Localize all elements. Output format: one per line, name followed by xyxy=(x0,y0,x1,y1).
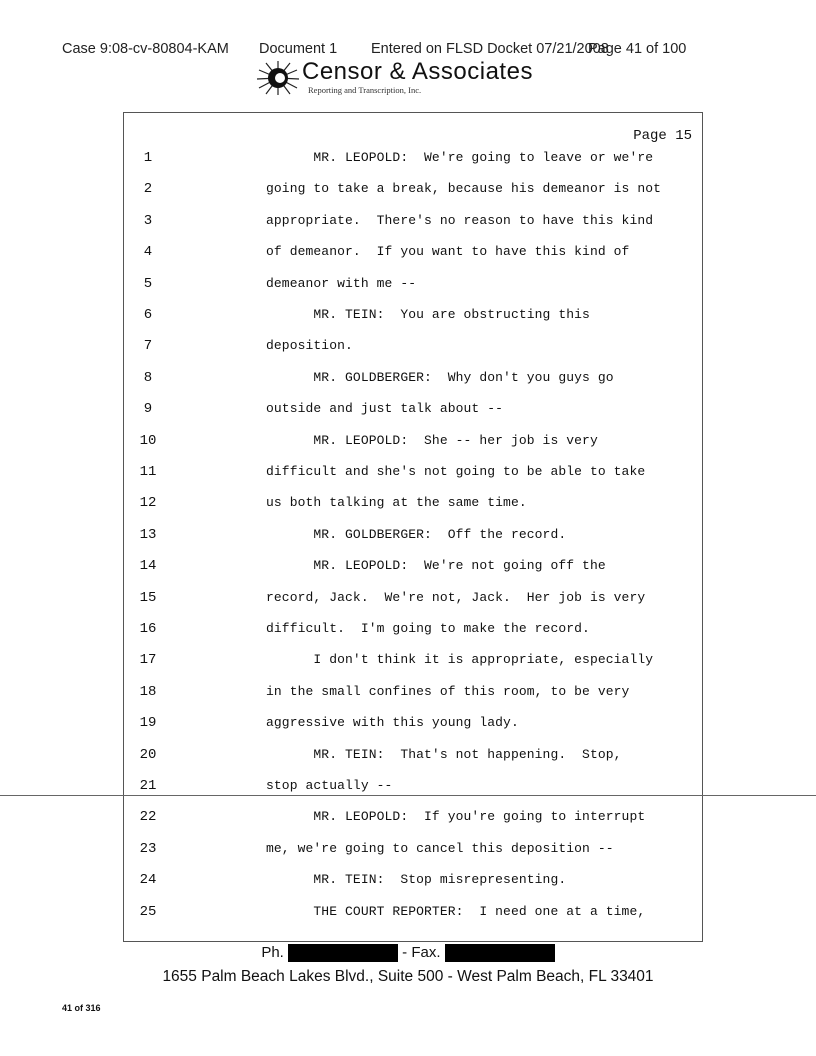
line-number: 2 xyxy=(143,181,153,198)
transcript-line xyxy=(124,433,704,461)
transcript-line xyxy=(124,244,704,272)
entered-date: Entered on FLSD Docket 07/21/2008 xyxy=(371,41,609,57)
transcript-line xyxy=(124,150,704,178)
line-number: 12 xyxy=(139,495,157,512)
line-number: 10 xyxy=(139,432,157,449)
company-name: Censor & Associates xyxy=(302,58,533,85)
transcript-line xyxy=(124,527,704,555)
redacted-fax xyxy=(445,944,555,962)
line-text: us both talking at the same time. xyxy=(266,495,527,511)
transcript-line xyxy=(124,809,704,837)
transcript-line xyxy=(124,370,704,398)
line-number: 5 xyxy=(143,275,153,292)
line-number: 21 xyxy=(139,778,157,794)
line-text: in the small confines of this room, to be very xyxy=(266,683,630,699)
company-logo xyxy=(256,58,556,98)
line-number: 6 xyxy=(143,307,153,323)
line-number: 23 xyxy=(139,840,157,857)
line-number: 13 xyxy=(139,526,157,543)
line-text: MR. TEIN: That's not happening. Stop, xyxy=(266,746,622,762)
line-number: 19 xyxy=(139,715,157,732)
transcript-line xyxy=(124,401,704,429)
line-text: MR. LEOPOLD: We're going to leave or we're xyxy=(266,150,654,165)
line-number: 18 xyxy=(139,683,157,700)
divider-line xyxy=(0,795,816,796)
line-number: 16 xyxy=(139,621,157,637)
transcript-line xyxy=(124,181,704,209)
line-text: deposition. xyxy=(266,338,353,354)
case-number: Case 9:08-cv-80804-KAM xyxy=(62,41,229,57)
fax-label: - Fax. xyxy=(402,944,441,961)
line-number: 22 xyxy=(139,809,157,826)
line-text: difficult. I'm going to make the record. xyxy=(266,621,590,636)
line-number: 24 xyxy=(139,872,157,889)
line-text: me, we're going to cancel this deposition -- xyxy=(266,840,614,856)
line-text: of demeanor. If you want to have this kind of xyxy=(266,244,630,260)
phone-label: Ph. xyxy=(261,944,284,961)
transcript-page xyxy=(123,112,703,942)
transcript-line xyxy=(124,778,704,806)
transcript-line xyxy=(124,558,704,586)
line-text: MR. TEIN: Stop misrepresenting. xyxy=(266,872,567,888)
line-number: 3 xyxy=(143,212,153,229)
line-text: I don't think it is appropriate, especially xyxy=(266,652,654,668)
line-number: 17 xyxy=(139,652,157,669)
transcript-line xyxy=(124,715,704,743)
transcript-line xyxy=(124,307,704,335)
address: 1655 Palm Beach Lakes Blvd., Suite 500 - West Palm Beach, FL 33401 xyxy=(162,968,654,985)
line-text: MR. GOLDBERGER: Why don't you guys go xyxy=(266,369,614,385)
transcript-line xyxy=(124,747,704,775)
line-text: THE COURT REPORTER: I need one at a time, xyxy=(266,903,646,919)
transcript-line xyxy=(124,590,704,618)
transcript-line xyxy=(124,841,704,869)
redacted-phone xyxy=(288,944,398,962)
line-text: MR. LEOPOLD: If you're going to interrupt xyxy=(266,809,646,825)
transcript-line xyxy=(124,621,704,649)
line-number: 7 xyxy=(143,338,153,355)
line-number: 15 xyxy=(139,589,157,606)
line-text: MR. LEOPOLD: She -- her job is very xyxy=(266,432,598,448)
line-text: MR. LEOPOLD: We're not going off the xyxy=(266,558,606,574)
line-text: MR. TEIN: You are obstructing this xyxy=(266,307,590,322)
transcript-line xyxy=(124,495,704,523)
transcript-line xyxy=(124,338,704,366)
line-number: 9 xyxy=(143,401,153,418)
transcript-line xyxy=(124,464,704,492)
transcript-line xyxy=(124,904,704,932)
line-number: 20 xyxy=(139,746,157,763)
line-text: outside and just talk about -- xyxy=(266,401,504,417)
line-number: 11 xyxy=(139,464,157,480)
company-tagline: Reporting and Transcription, Inc. xyxy=(308,85,422,95)
transcript-line xyxy=(124,276,704,304)
line-number: 8 xyxy=(143,369,153,386)
line-text: going to take a break, because his demeanor is not xyxy=(266,181,662,197)
line-number: 4 xyxy=(143,244,153,261)
line-text: MR. GOLDBERGER: Off the record. xyxy=(266,526,567,542)
transcript-line xyxy=(124,684,704,712)
transcript-line xyxy=(124,213,704,241)
footer xyxy=(0,944,816,986)
transcript-line xyxy=(124,872,704,900)
sun-logo-icon xyxy=(256,60,300,96)
document-number: Document 1 xyxy=(259,41,338,57)
transcript-line xyxy=(124,652,704,680)
line-number: 25 xyxy=(139,903,157,920)
page-count: 41 of 316 xyxy=(62,1003,101,1013)
line-text: record, Jack. We're not, Jack. Her job is very xyxy=(266,589,646,605)
page-of: Page 41 of 100 xyxy=(588,41,687,57)
line-text: difficult and she's not going to be able to take xyxy=(266,464,646,479)
contact-row xyxy=(0,944,816,966)
line-number: 1 xyxy=(143,150,153,166)
transcript-page-label: Page 15 xyxy=(633,128,692,144)
line-number: 14 xyxy=(139,558,157,575)
line-text: stop actually -- xyxy=(266,778,393,793)
line-text: demeanor with me -- xyxy=(266,275,417,291)
line-text: appropriate. There's no reason to have this kind xyxy=(266,212,654,228)
line-text: aggressive with this young lady. xyxy=(266,715,519,731)
